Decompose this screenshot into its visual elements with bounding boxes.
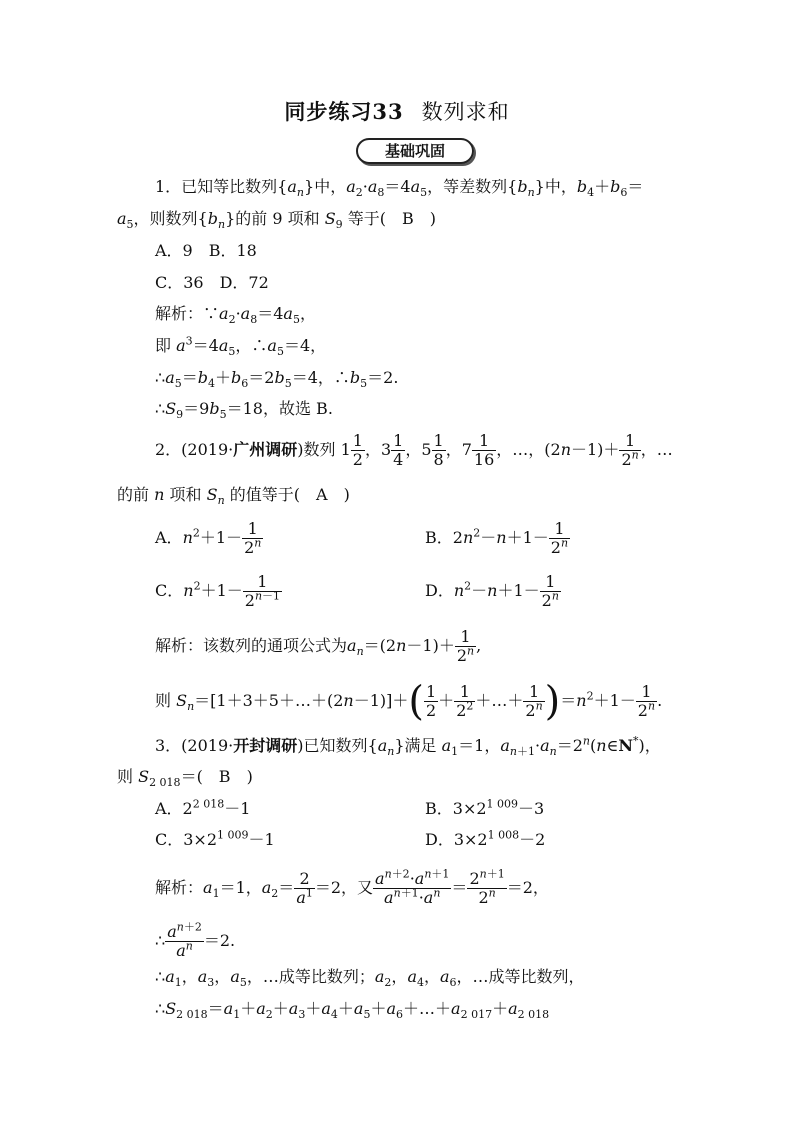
q1-options-cd: C．36 D．72 — [155, 273, 269, 292]
q2-solution-line2: 则 $S_n=[1+3+5+\dots+(2n-1)]+$( $\frac{1}{2}$ ＋ $\frac{1}{2^2}$ ＋…＋ $\frac{1}{2^n}$ )$=n^2+1-$ $\frac{1}{2^n}$ . — [155, 678, 663, 725]
q2-stem-line1: 2．(2019·广州调研)数列 1 $\frac{1}{2}$ ，3 $\frac{1}{4}$ ，5 $\frac{1}{8}$ ，7 $\frac{1}{16}$ ，…，(2n－1)＋ $\frac{1}{2^n}$ ，… — [155, 431, 673, 469]
q3-solution-line2: ∴ $\frac{a^{n+2}}{a^n}$ ＝2. — [155, 920, 236, 960]
q1-solution-line4: $\therefore S_9=9b_5=18$，故选 B. — [155, 399, 333, 422]
page-subtitle: 数列求和 — [421, 100, 510, 124]
q3-solution-line3: $\therefore a_1$，$a_3$，$a_5$，…成等比数列；$a_2$，$a_4$，$a_6$，…成等比数列， — [155, 967, 585, 990]
q3-option-c: C．$3\times 2^{1 009}-1$ — [155, 828, 275, 849]
q3-solution-line1: 解析：$a_1=1$，$a_2=$ $\frac{2}{a^1}$ ＝2，又 $\frac{a^{n+2}\cdot a^{n+1}}{a^{n+1}\cdot a^n}$ ＝ $\frac{2^{n+1}}{2^n}$ ＝2， — [155, 867, 549, 907]
q2-option-a: A．$n^2+1-$ $\frac{1}{2^n}$ — [155, 519, 262, 557]
q3-solution-line4: $\therefore S_{2 018}=a_1+a_2+a_3+a_4+a_5+a_6+\dots+a_{2 017}+a_{2 018}$ — [155, 999, 550, 1022]
q3-option-a: A．$2^{2 018}-1$ — [155, 797, 251, 818]
q3-option-b: B．$3\times 2^{1 009}-3$ — [425, 797, 545, 818]
q2-stem-line2: 的前 n 项和 $S_n$ 的值等于( A ) — [117, 485, 350, 508]
q1-solution-line3: $\therefore a_5=b_4+b_6=2b_5=4$，$\therefore b_5=2$. — [155, 368, 399, 391]
q1-stem-line2: $a_5$，则数列$\{b_n\}$的前 9 项和 $S_9$ 等于( B ) — [117, 209, 437, 232]
section-badge: 基础巩固 — [356, 138, 474, 164]
q3-stem-line1: 3．(2019·开封调研)已知数列$\{a_n\}$满足 $a_1=1$，$a_{n+1}\cdot a_n=2^n(n\in N^*)$， — [155, 734, 661, 759]
q3-option-d: D．$3\times 2^{1 008}-2$ — [425, 828, 546, 849]
q2-solution-line1: 解析：该数列的通项公式为$a_n=(2n-1)+$ $\frac{1}{2^n}$ , — [155, 627, 482, 665]
q2-option-b: B．$2n^2-n+1-$ $\frac{1}{2^n}$ — [425, 519, 569, 557]
q1-solution-line1: 解析：$\because a_2\cdot a_8=4a_5$， — [155, 304, 316, 327]
q1-stem-line1: 1．已知等比数列$\{a_n\}$中，$a_2\cdot a_8=4a_5$，等差数列$\{b_n\}$中，$b_4+b_6=$ — [155, 177, 644, 200]
q3-stem-line2: 则 $S_{2 018}=$( B ) — [117, 767, 253, 790]
q1-options-ab: A．9 B．18 — [155, 241, 257, 260]
q2-option-c: C．$n^2+1-$ $\frac{1}{2^{n-1}}$ — [155, 572, 281, 610]
page-title: 同步练习33 数列求和 — [284, 99, 510, 124]
q1-solution-line2: 即 $a^3=4a_5$，$\therefore a_5=4$， — [155, 334, 327, 359]
q2-option-d: D．$n^2-n+1-$ $\frac{1}{2^n}$ — [425, 572, 559, 610]
